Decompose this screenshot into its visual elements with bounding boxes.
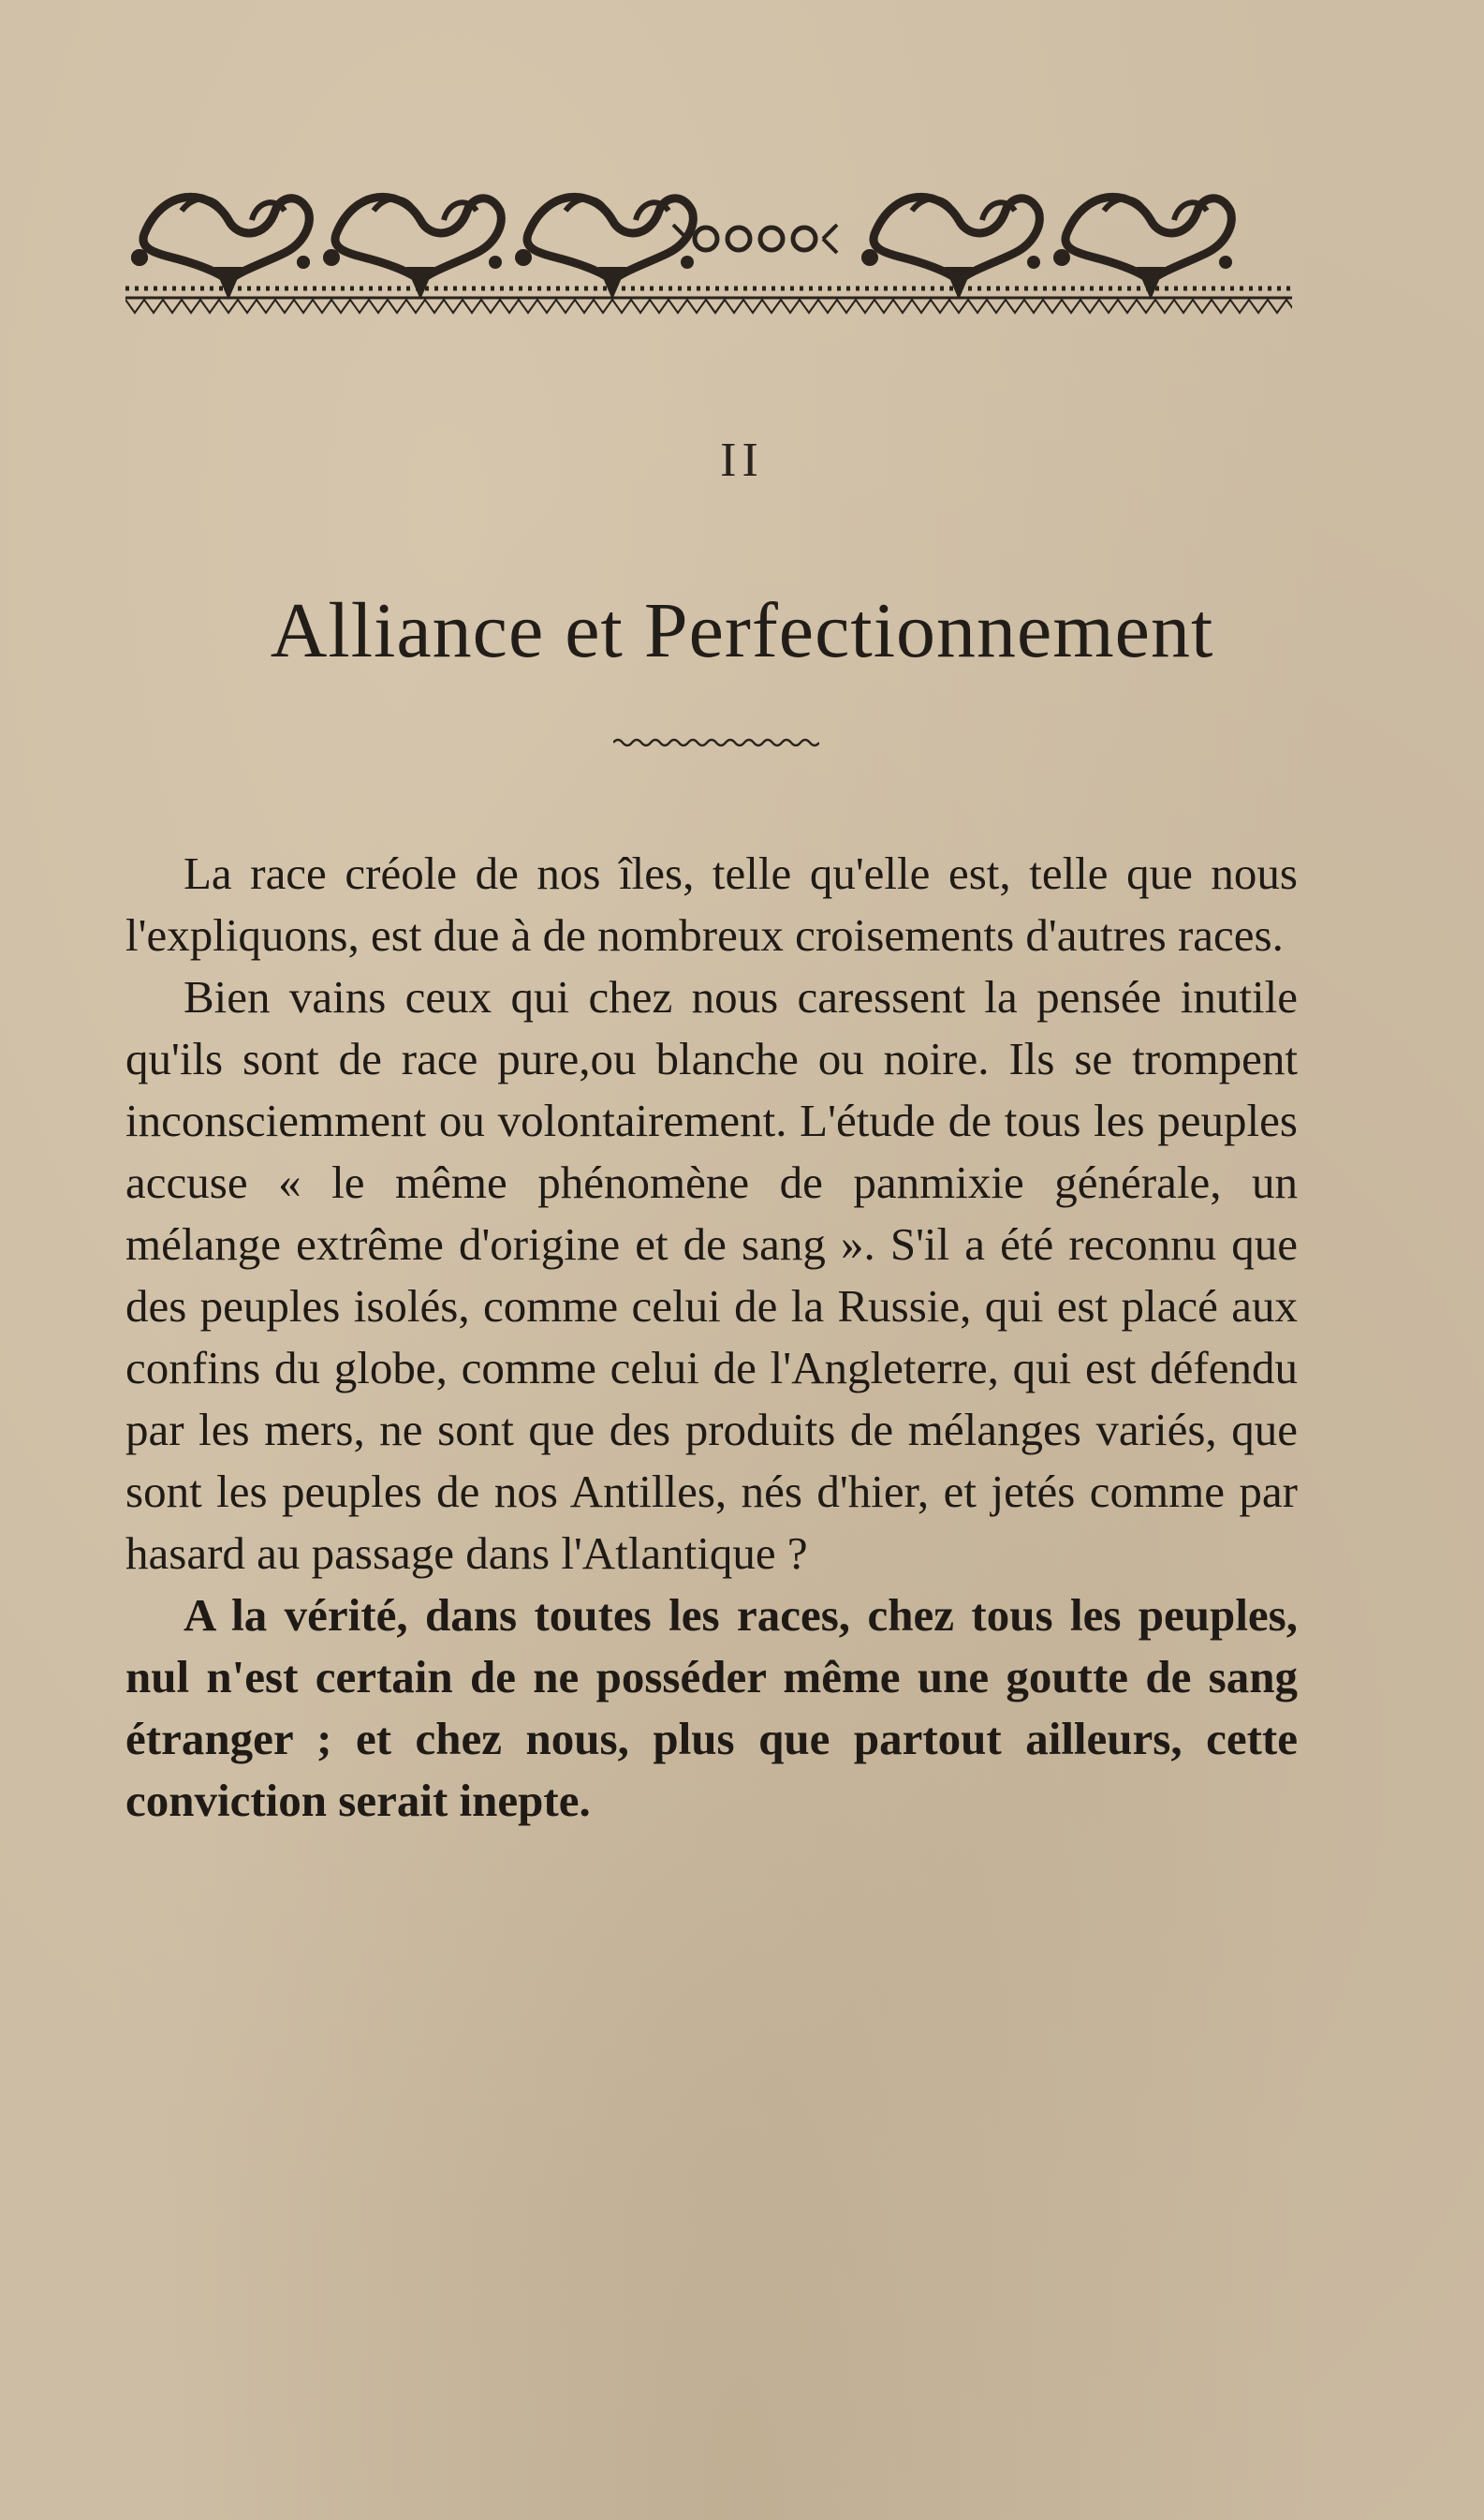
paragraph-1: La race créole de nos îles, telle qu'elle est, telle que nous l'expliquons, est due à de nombreux croisements d'autres races. [125, 847, 1298, 961]
chapter-number: II [720, 434, 764, 487]
paragraph-3: A la vérité, dans toutes les races, chez tous les peuples, nul n'est certain de ne posséder même une goutte de sang étranger ; et chez nous, plus que partout ailleurs, cette conviction serait inepte. [125, 1589, 1298, 1826]
ornament-icon [125, 169, 1292, 318]
paragraph-2: Bien vains ceux qui chez nous caressent la pensée inutile qu'ils sont de race pure,ou blanche ou noire. Ils se trompent inconsciemment ou volontairement. L'étude de tous les peuples accuse « le même phénomène de panmixie générale, un mélange extrême d'origine et de sang ». S'il a été reconnu que des peuples isolés, comme celui de la Russie, qui est placé aux confins du globe, comme celui de l'Angleterre, qui est défendu par les mers, ne sont que des produits de mélanges variés, que sont les peuples de nos Antilles, nés d'hier, et jetés comme par hasard au passage dans l'Atlantique ? [125, 971, 1298, 1579]
floral-headpiece-ornament [125, 169, 1292, 318]
chapter-title: Alliance et Perfectionnement [270, 587, 1214, 674]
wavy-divider [613, 735, 819, 750]
chapter-body [125, 843, 1298, 1832]
wavy-divider-icon [613, 735, 819, 750]
